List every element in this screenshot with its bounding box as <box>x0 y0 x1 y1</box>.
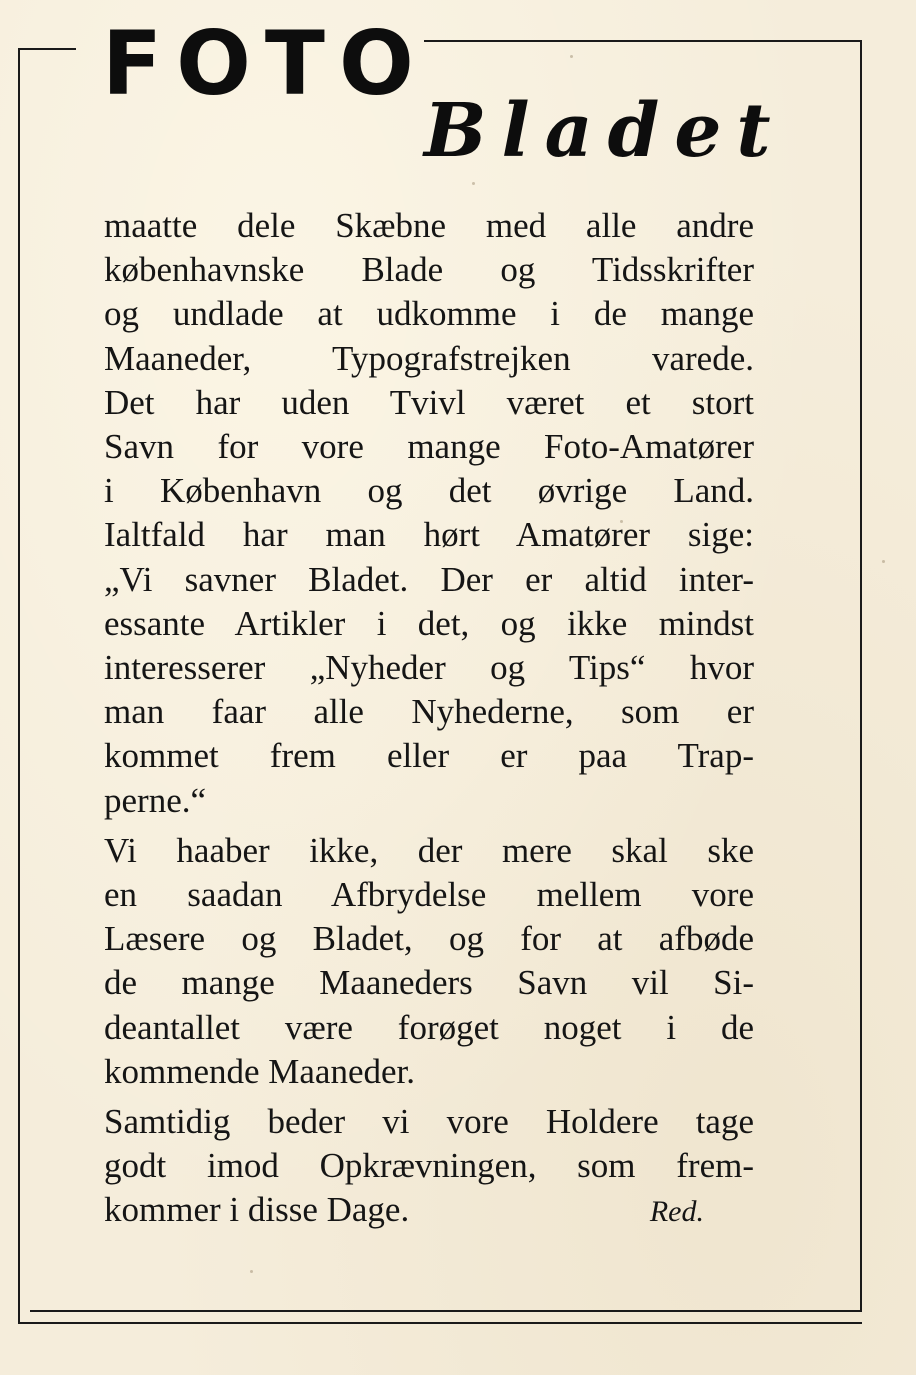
text-line: og undlade at udkomme i de mange <box>104 294 754 334</box>
text-line: maatte dele Skæbne med alle andre <box>104 206 754 245</box>
text-line: de mange Maaneders Savn vil Si- <box>104 963 754 1003</box>
paper-speck <box>250 1270 253 1273</box>
text-line: en saadan Afbrydelse mellem vore <box>104 875 754 915</box>
text-line: kommende Maaneder. <box>104 1051 416 1091</box>
paper-speck <box>472 182 475 185</box>
text-line: Savn for vore mange Foto-Amatører <box>104 427 754 467</box>
text-line: Læsere og Bladet, og for at afbøde <box>104 919 754 959</box>
paragraph-2 <box>104 829 754 1094</box>
text-line: perne.“ <box>104 780 207 820</box>
text-line: deantallet være forøget noget i de <box>104 1007 754 1047</box>
text-line: essante Artikler i det, og ikke mindst <box>104 603 754 643</box>
text-line: københavnske Blade og Tidsskrifter <box>104 250 754 290</box>
text-line: Ialtfald har man hørt Amatører sige: <box>104 515 754 555</box>
frame-right-rule <box>860 40 862 1312</box>
text-line: Vi haaber ikke, der mere skal ske <box>104 830 754 870</box>
text-line: Det har uden Tvivl været et stort <box>104 382 754 422</box>
text-line: man faar alle Nyhederne, som er <box>104 692 754 732</box>
text-line: kommet frem eller er paa Trap- <box>104 736 754 776</box>
article-body <box>104 204 754 1235</box>
paper-speck <box>620 520 623 523</box>
text-line: i København og det øvrige Land. <box>104 471 754 511</box>
frame-inner-bottom-rule <box>30 1310 860 1312</box>
frame-top-rule-right <box>424 40 862 42</box>
masthead-foto: FOTO <box>102 12 428 115</box>
text-line: interesserer „Nyheder og Tips“ hvor <box>104 648 754 688</box>
frame-top-rule-left <box>18 48 76 50</box>
signature: Red. <box>649 1195 704 1229</box>
paper-speck <box>882 560 885 563</box>
signoff-line <box>104 1188 704 1234</box>
text-line: „Vi savner Bladet. Der er altid inter- <box>104 559 754 599</box>
frame-bottom-rule <box>18 1322 862 1324</box>
paper-speck <box>570 55 573 58</box>
paragraph-3 <box>104 1100 754 1235</box>
frame-left-rule <box>18 48 20 1324</box>
paragraph-1 <box>104 204 754 823</box>
masthead-bladet: Bladet <box>424 88 786 174</box>
text-line: Maaneder, Typografstrejken varede. <box>104 338 754 378</box>
text-line: Samtidig beder vi vore Holdere tage <box>104 1102 754 1142</box>
text-line: kommer i disse Dage. <box>104 1190 410 1230</box>
text-line: godt imod Opkrævningen, som frem- <box>104 1146 754 1186</box>
